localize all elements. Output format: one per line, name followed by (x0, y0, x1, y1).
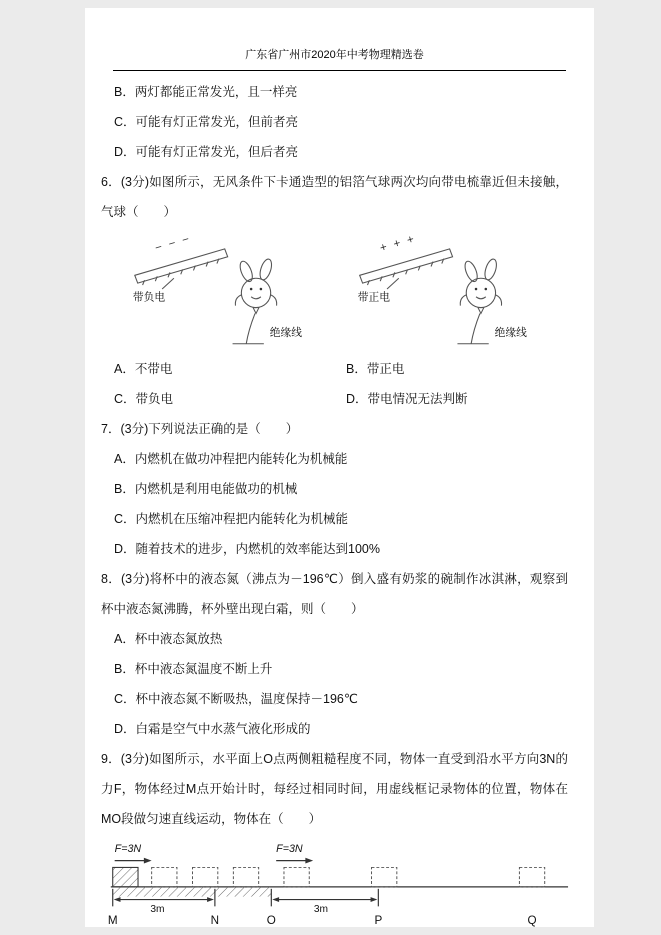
question-9-stem: 9．(3分)如图所示，水平面上O点两侧粗糙程度不同，物体一直受到沿水平方向3N的力F，物体经过M点开始计时，每经过相同时间，用虚线框记录物体的位置，物体在MO段做匀速直线运动，物体在（ ） (101, 752, 568, 826)
point-label-P: P (374, 913, 383, 927)
q7-option-d: D．随着技术的进步，内燃机的效率能达到100% (114, 542, 380, 556)
object-box-dashed-2 (193, 867, 218, 886)
q7-option-a: A．内燃机在做功冲程把内能转化为机械能 (114, 452, 348, 466)
dim-arrowhead (272, 897, 279, 902)
charged-comb-positive (360, 249, 453, 283)
question-8-stem: 8．(3分)将杯中的液态氮（沸点为－196℃）倒入盛有奶浆的碗制作冰淇淋，观察到杯中液态氮沸腾，杯外壁出现白霜，则（ ） (101, 572, 568, 616)
insulating-string-label: 绝缘线 (494, 326, 527, 339)
force-label-left: F=3N (114, 842, 142, 855)
label-pointer-line (387, 278, 399, 289)
dim-arrowhead (207, 897, 214, 902)
object-box-dashed-3 (233, 867, 258, 886)
exam-page (85, 8, 594, 927)
insulating-string-label: 绝缘线 (269, 326, 302, 339)
q5-option-d: D．可能有灯正常发光，但后者亮 (114, 145, 299, 159)
positive-charge-signs: + + + (378, 232, 418, 255)
header-divider (113, 70, 566, 71)
charged-comb-negative (135, 249, 228, 283)
question-6-stem: 6．(3分)如图所示，无风条件下卡通造型的铝箔气球两次均向带电梳靠近但未接触，气球（ ） (101, 175, 568, 219)
q7-option-b: B．内燃机是利用电能做功的机械 (114, 482, 298, 496)
object-box-dashed-1 (152, 867, 177, 886)
label-pointer-line (162, 278, 174, 289)
point-label-O: O (266, 913, 276, 927)
q8-option-d: D．白霜是空气中水蒸气液化形成的 (114, 722, 311, 736)
q6-option-c: C．带负电 (114, 392, 174, 406)
point-label-M: M (107, 913, 118, 927)
balloon-character (235, 258, 276, 314)
q7-option-c: C．内燃机在压缩冲程把内能转化为机械能 (114, 512, 349, 526)
panel-positive-comb (358, 232, 527, 344)
distance-label-left: 3m (150, 904, 165, 916)
q8-option-a: A．杯中液态氮放热 (114, 632, 223, 646)
insulating-string (471, 313, 480, 343)
force-arrowhead-left (144, 858, 152, 864)
insulating-string (246, 313, 255, 343)
force-arrowhead-right (305, 858, 313, 864)
q8-option-c: C．杯中液态氮不断吸热，温度保持－196℃ (114, 692, 358, 706)
q6-option-a: A．不带电 (114, 362, 173, 376)
rough-surface-hatch (113, 887, 272, 897)
negative-charge-signs: − − − (153, 232, 193, 255)
q6-option-d: D．带电情况无法判断 (346, 392, 468, 406)
q5-option-c: C．可能有灯正常发光，但前者亮 (114, 115, 299, 129)
object-box-dashed-4 (284, 867, 309, 886)
point-label-Q: Q (527, 913, 537, 927)
question-7-stem: 7．(3分)下列说法正确的是（ ） (101, 422, 299, 436)
question-6-figure (125, 229, 565, 349)
object-box-dashed-6 (519, 867, 544, 886)
object-box-dashed-5 (372, 867, 397, 886)
positive-charge-label: 带正电 (357, 291, 390, 304)
balloon-character (460, 258, 501, 314)
panel-negative-comb (133, 232, 302, 344)
dim-arrowhead (371, 897, 378, 902)
force-label-right: F=3N (276, 842, 303, 855)
q5-option-b: B．两灯都能正常发光，且一样亮 (114, 85, 298, 99)
q6-option-b: B．带正电 (346, 362, 405, 376)
point-label-N: N (210, 913, 220, 927)
dim-arrowhead (114, 897, 121, 902)
distance-label-right: 3m (313, 904, 329, 916)
negative-charge-label: 带负电 (132, 291, 166, 304)
question-9-figure (103, 838, 570, 928)
page-title: 广东省广州市2020年中考物理精选卷 (245, 49, 424, 61)
object-box-start (113, 867, 138, 886)
q8-option-b: B．杯中液态氮温度不断上升 (114, 662, 273, 676)
q6-options-row-2 (101, 384, 568, 414)
q6-options-row-1 (101, 354, 568, 384)
